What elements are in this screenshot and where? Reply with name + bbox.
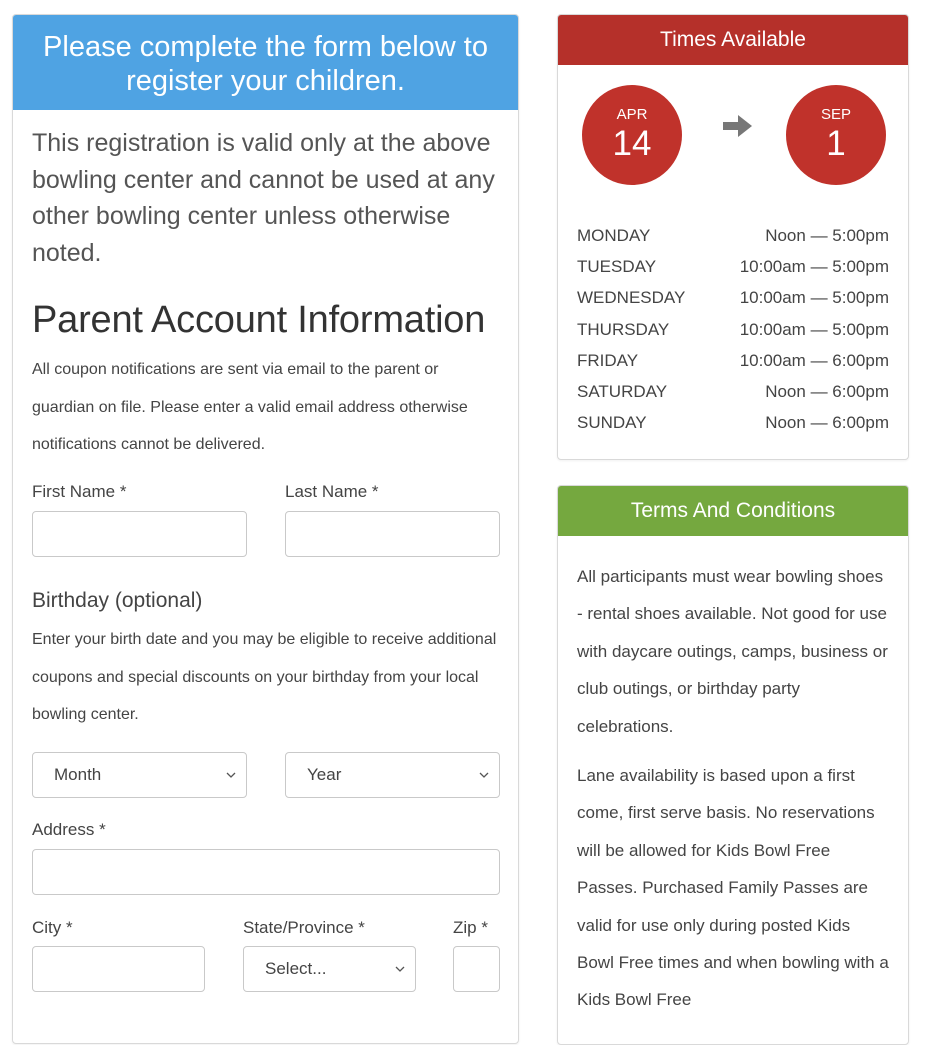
section-title: Parent Account Information: [32, 299, 486, 341]
hours-time: Noon — 6:00pm: [765, 413, 889, 433]
address-label: Address *: [32, 820, 106, 839]
hours-time: Noon — 5:00pm: [765, 226, 889, 245]
terms-body: [558, 536, 908, 1019]
form-header: Please complete the form below to register your children.: [13, 15, 518, 110]
hours-row: [577, 376, 889, 407]
hours-row: [577, 282, 889, 313]
terms-paragraph: Lane availability is based upon a first come, first serve basis. No reservations will be allowed for Kids Bowl Free Passes. Purchased Family Passes are valid for use only during posted Kids Bowl Free times and when bowling with a Kids Bowl Free: [577, 766, 889, 1010]
hours-time: 10:00am — 5:00pm: [739, 319, 889, 339]
hours-time: Noon — 6:00pm: [765, 382, 889, 402]
zip-input[interactable]: [453, 946, 500, 992]
hours-row: [577, 407, 889, 438]
birthday-note: Enter your birth date and you may be eligible to receive additional coupons and special discounts on your birthday from your local bowling center.: [32, 631, 497, 723]
birthday-title: Birthday (optional): [32, 589, 203, 612]
start-date-badge: [582, 85, 682, 185]
city-label: City *: [32, 918, 73, 937]
end-month: SEP: [820, 106, 851, 123]
last-name-label: Last Name *: [285, 482, 379, 501]
hours-time: 10:00am — 6:00pm: [739, 350, 889, 370]
state-select[interactable]: [243, 946, 416, 992]
first-name-input[interactable]: [32, 511, 247, 557]
birth-month-select[interactable]: [32, 752, 247, 798]
times-available-title: Times Available: [558, 15, 908, 65]
registration-notice: This registration is valid only at the above bowling center and cannot be used at any other bowling center unless otherwise noted.: [32, 129, 495, 267]
hours-day: WEDNESDAY: [577, 288, 686, 308]
hours-day: FRIDAY: [577, 350, 639, 370]
address-input[interactable]: [32, 849, 500, 895]
chevron-down-icon: [395, 964, 405, 974]
terms-panel: [557, 485, 909, 1045]
chevron-down-icon: [479, 770, 489, 780]
registration-form-panel: [12, 14, 519, 1044]
end-date-badge: [786, 85, 886, 185]
start-day: 14: [612, 124, 652, 163]
birth-month-value: Month: [54, 765, 102, 784]
terms-paragraph: All participants must wear bowling shoes - rental shoes available. Not good for use with daycare outings, camps, business or club outings, or birthday party celebrations.: [577, 567, 888, 736]
hours-day: TUESDAY: [577, 257, 657, 277]
hours-day: MONDAY: [577, 226, 651, 245]
end-day: 1: [826, 124, 846, 163]
hours-list: [577, 220, 889, 438]
hours-time: 10:00am — 5:00pm: [739, 257, 889, 277]
zip-label: Zip *: [453, 918, 488, 937]
hours-row: [577, 220, 889, 251]
email-note: All coupon notifications are sent via email to the parent or guardian on file. Please enter a valid email address otherwise notifications cannot be delivered.: [32, 361, 468, 453]
hours-day: THURSDAY: [577, 319, 670, 339]
hours-row: [577, 345, 889, 376]
start-month: APR: [616, 106, 648, 123]
last-name-input[interactable]: [285, 511, 500, 557]
hours-day: SUNDAY: [577, 413, 647, 433]
hours-day: SATURDAY: [577, 382, 668, 402]
terms-title: Terms And Conditions: [558, 486, 908, 536]
hours-row: [577, 251, 889, 282]
hours-row: [577, 314, 889, 345]
hours-time: 10:00am — 5:00pm: [739, 288, 889, 308]
birth-year-select[interactable]: [285, 752, 500, 798]
birth-year-value: Year: [307, 765, 342, 784]
city-input[interactable]: [32, 946, 205, 992]
form-body: [13, 125, 518, 464]
chevron-down-icon: [226, 770, 236, 780]
times-available-panel: [557, 14, 909, 460]
state-select-value: Select...: [265, 959, 327, 978]
first-name-label: First Name *: [32, 482, 127, 501]
state-label: State/Province *: [243, 918, 365, 937]
arrow-right-icon: [722, 113, 754, 139]
